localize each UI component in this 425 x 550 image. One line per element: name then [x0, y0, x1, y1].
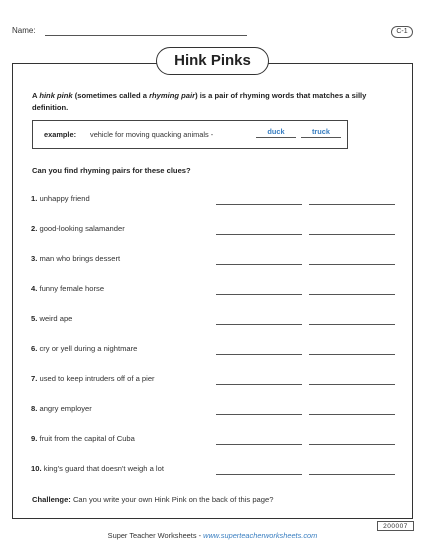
- example-answer-1: duck: [256, 127, 296, 138]
- clue-item: [31, 254, 120, 263]
- clue-item: [31, 434, 135, 443]
- answer-line-2[interactable]: [309, 384, 395, 385]
- clue-text: funny female horse: [39, 284, 105, 293]
- clue-item: [31, 404, 92, 413]
- answer-line-1[interactable]: [216, 264, 302, 265]
- clue-item: [31, 374, 155, 383]
- example-label: example:: [44, 130, 77, 139]
- answer-line-1[interactable]: [216, 354, 302, 355]
- clue-text: used to keep intruders off of a pier: [39, 374, 155, 383]
- clue-item: [31, 314, 72, 323]
- clue-item: [31, 284, 104, 293]
- answer-line-1[interactable]: [216, 384, 302, 385]
- answer-line-1[interactable]: [216, 204, 302, 205]
- clue-item: [31, 464, 164, 473]
- worksheet-code-badge: C-1: [391, 26, 413, 38]
- answer-line-1[interactable]: [216, 294, 302, 295]
- answer-line-2[interactable]: [309, 414, 395, 415]
- answer-line-1[interactable]: [216, 444, 302, 445]
- example-answer-2: truck: [301, 127, 341, 138]
- clue-number: 9.: [31, 434, 38, 443]
- clue-item: [31, 194, 90, 203]
- footer-brand: Super Teacher Worksheets -: [107, 531, 204, 540]
- answer-line-2[interactable]: [309, 474, 395, 475]
- answer-line-2[interactable]: [309, 324, 395, 325]
- example-box: [32, 120, 348, 149]
- clue-text: man who brings dessert: [39, 254, 121, 263]
- clue-text: weird ape: [39, 314, 73, 323]
- clue-text: fruit from the capital of Cuba: [39, 434, 135, 443]
- page-title: Hink Pinks: [156, 47, 269, 75]
- clue-number: 1.: [31, 194, 38, 203]
- clue-text: cry or yell during a nightmare: [39, 344, 138, 353]
- clue-number: 3.: [31, 254, 38, 263]
- clue-text: unhappy friend: [39, 194, 90, 203]
- answer-line-2[interactable]: [309, 444, 395, 445]
- clue-number: 4.: [31, 284, 38, 293]
- footer-code: 200007: [377, 521, 414, 531]
- clue-number: 2.: [31, 224, 38, 233]
- answer-line-1[interactable]: [216, 324, 302, 325]
- clue-item: [31, 224, 125, 233]
- name-label: Name:: [12, 26, 36, 35]
- answer-line-1[interactable]: [216, 474, 302, 475]
- answer-line-1[interactable]: [216, 234, 302, 235]
- clue-number: 8.: [31, 404, 38, 413]
- footer: [0, 531, 425, 540]
- intro-text: A hink pink (sometimes called a rhyming pair) is a pair of rhyming words that matches a silly definition.: [32, 91, 367, 112]
- answer-line-2[interactable]: [309, 234, 395, 235]
- example-clue: vehicle for moving quacking animals -: [90, 130, 214, 139]
- clue-text: angry employer: [39, 404, 92, 413]
- clue-text: good-looking salamander: [39, 224, 125, 233]
- clue-number: 7.: [31, 374, 38, 383]
- footer-url[interactable]: www.superteacherworksheets.com: [203, 531, 318, 540]
- answer-line-2[interactable]: [309, 204, 395, 205]
- answer-line-2[interactable]: [309, 264, 395, 265]
- answer-line-1[interactable]: [216, 414, 302, 415]
- name-field[interactable]: [45, 35, 247, 36]
- clue-number: 6.: [31, 344, 38, 353]
- clue-number: 5.: [31, 314, 38, 323]
- question-prompt: Can you find rhyming pairs for these clues?: [32, 166, 191, 175]
- clue-text: king's guard that doesn't weigh a lot: [43, 464, 164, 473]
- clue-item: [31, 344, 137, 353]
- clue-number: 10.: [31, 464, 42, 473]
- challenge-text: Challenge: Can you write your own Hink Pink on the back of this page?: [32, 495, 274, 504]
- answer-line-2[interactable]: [309, 294, 395, 295]
- answer-line-2[interactable]: [309, 354, 395, 355]
